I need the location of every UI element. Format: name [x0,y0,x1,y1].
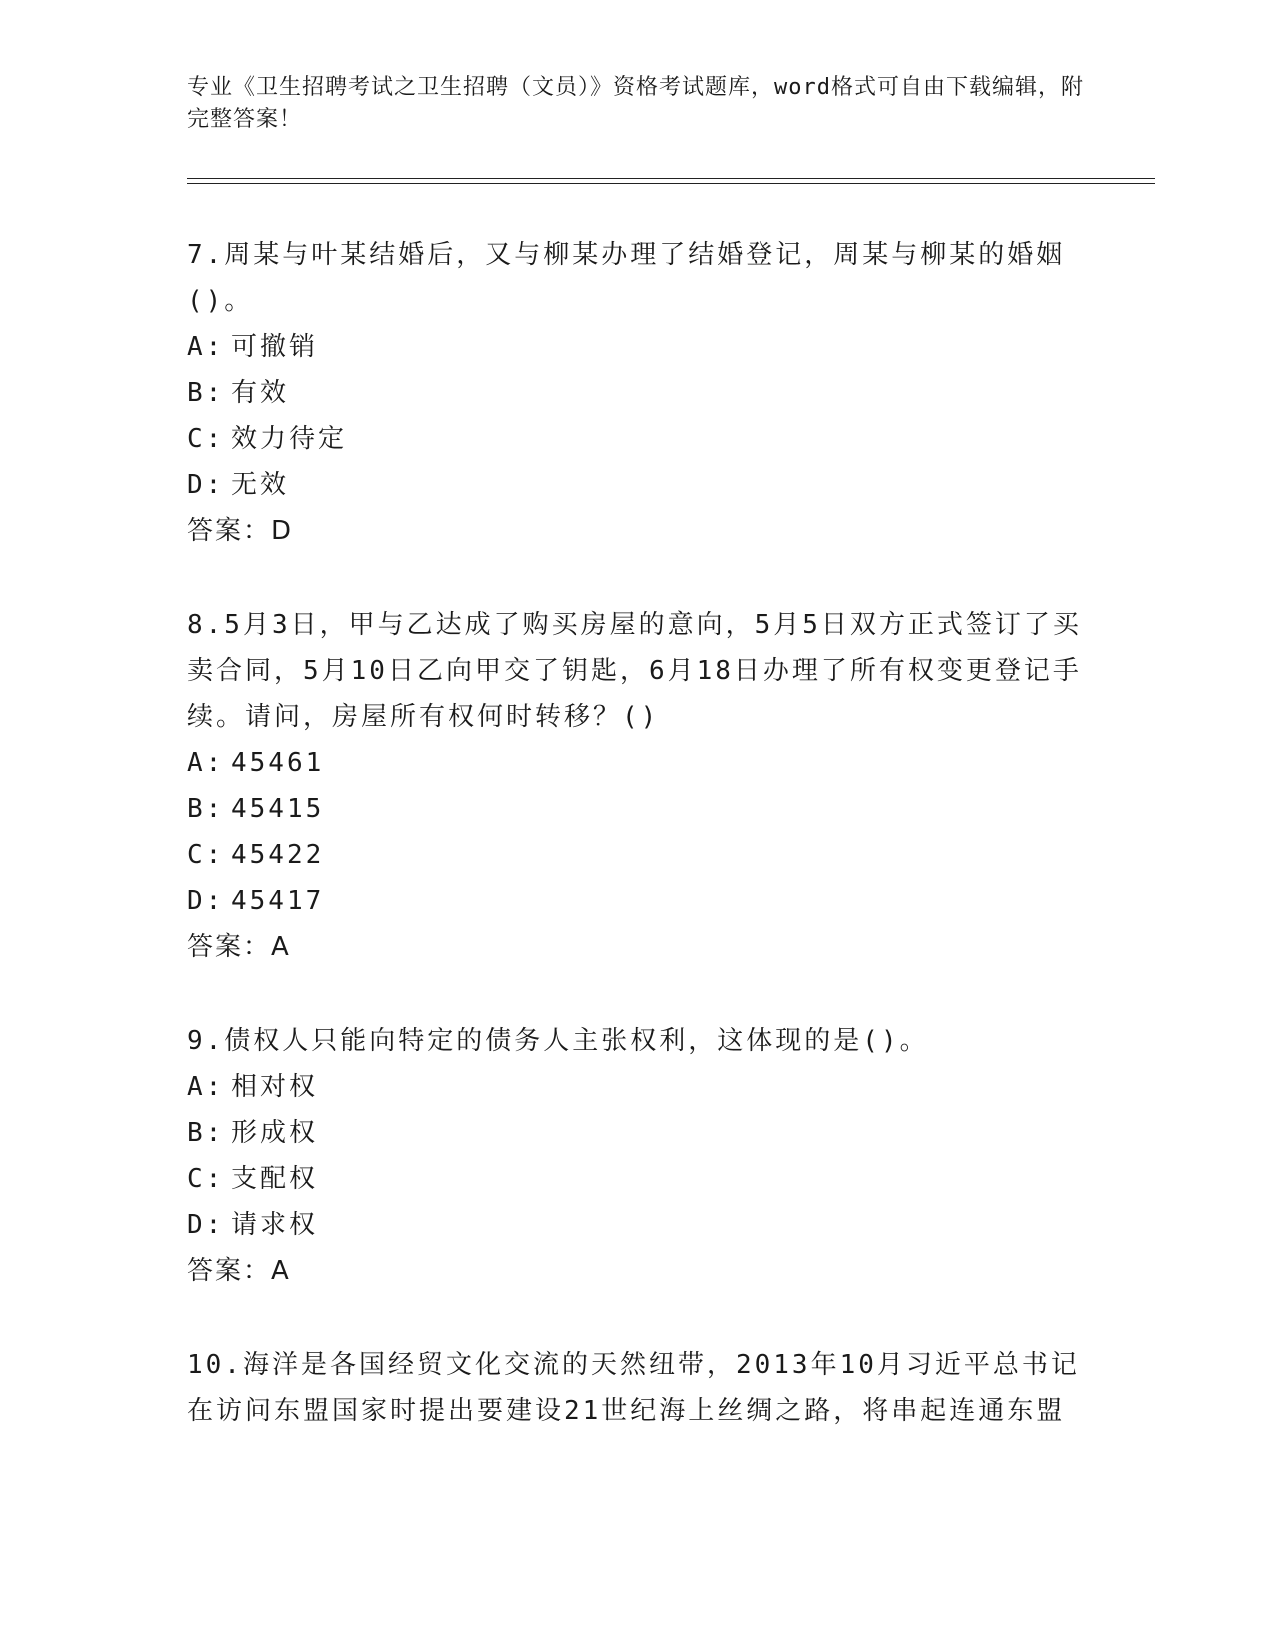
option-text: 无效 [231,470,290,500]
option-text: 形成权 [231,1118,319,1148]
question-text: 9.债权人只能向特定的债务人主张权利，这体现的是()。 [187,1026,929,1056]
question-text: 8.5月3日，甲与乙达成了购买房屋的意向，5月5日双方正式签订了买卖合同，5月10日乙向甲交了钥匙，6月18日办理了所有权变更登记手续。请问，房屋所有权何时转移？() [187,610,1082,732]
option-letter: D: [187,1210,225,1240]
option-text: 相对权 [231,1072,319,1102]
option-text: 45461 [231,748,325,778]
option-d [187,462,1087,508]
option-letter: A: [187,1072,225,1102]
option-b [187,1110,1087,1156]
option-c [187,1156,1087,1202]
option-letter: B: [187,794,225,824]
option-text: 请求权 [231,1210,319,1240]
option-text: 45422 [231,840,325,870]
option-text: 可撤销 [231,332,319,362]
answer-line: 答案：A [187,932,291,962]
option-letter: C: [187,1164,225,1194]
option-text: 支配权 [231,1164,319,1194]
question-list [187,232,1087,1482]
option-a [187,740,1087,786]
question-8 [187,602,1087,970]
question-10 [187,1342,1087,1434]
option-letter: B: [187,378,225,408]
option-b [187,786,1087,832]
option-letter: B: [187,1118,225,1148]
answer-line: 答案：A [187,1256,291,1286]
header-divider [187,178,1155,184]
option-letter: A: [187,748,225,778]
option-d [187,1202,1087,1248]
option-c [187,832,1087,878]
option-a [187,1064,1087,1110]
option-text: 效力待定 [231,424,348,454]
option-letter: A: [187,332,225,362]
question-9 [187,1018,1087,1294]
option-letter: D: [187,470,225,500]
question-7 [187,232,1087,554]
question-text: 10.海洋是各国经贸文化交流的天然纽带，2013年10月习近平总书记在访问东盟国家时提出要建设21世纪海上丝绸之路，将串起连通东盟 [187,1350,1080,1426]
option-letter: D: [187,886,225,916]
option-b [187,370,1087,416]
option-text: 45417 [231,886,325,916]
question-text: 7.周某与叶某结婚后，又与柳某办理了结婚登记，周某与柳某的婚姻()。 [187,240,1066,316]
option-a [187,324,1087,370]
option-c [187,416,1087,462]
option-letter: C: [187,840,225,870]
document-header: 专业《卫生招聘考试之卫生招聘（文员）》资格考试题库，word格式可自由下载编辑，附完整答案！ [187,75,1084,132]
option-text: 有效 [231,378,290,408]
option-letter: C: [187,424,225,454]
answer-line: 答案：D [187,516,294,546]
option-d [187,878,1087,924]
option-text: 45415 [231,794,325,824]
